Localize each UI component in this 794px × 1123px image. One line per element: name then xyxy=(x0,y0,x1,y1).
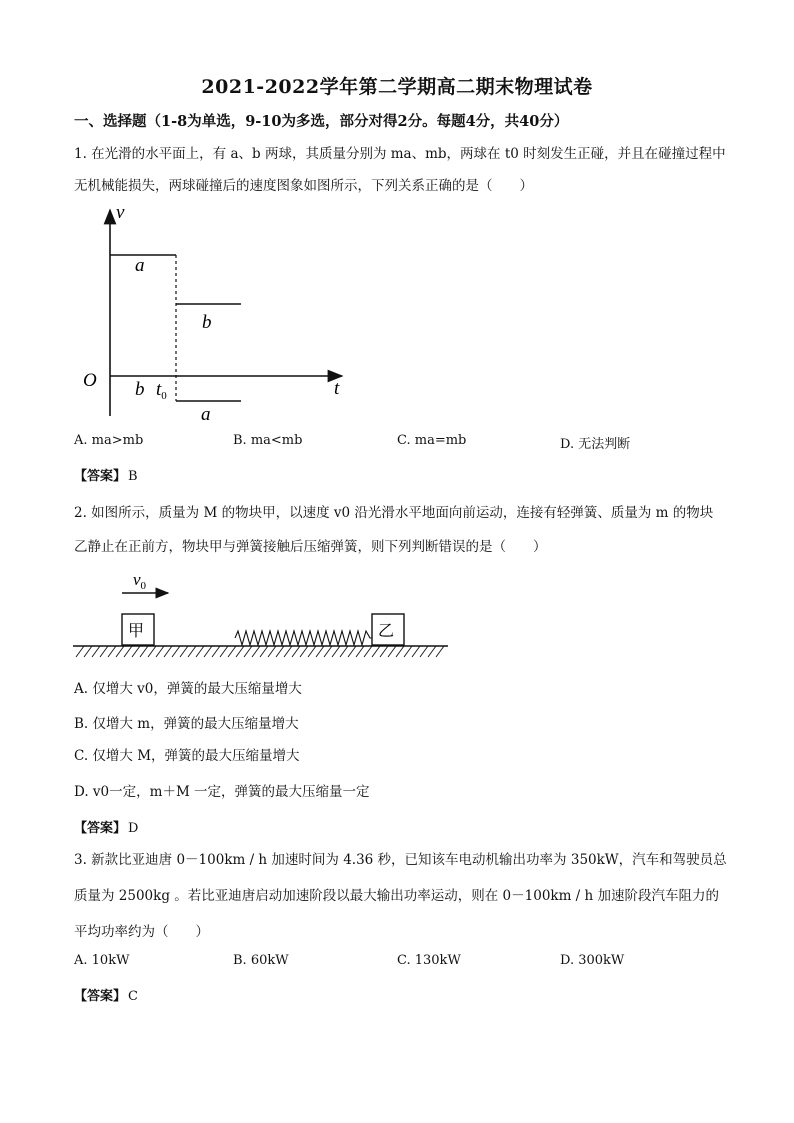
b-before-label: b xyxy=(135,379,145,400)
q1-option-c[interactable]: C. ma=mb xyxy=(397,433,467,448)
block-jia-label: 甲 xyxy=(128,623,145,640)
ground-hatching xyxy=(76,646,444,657)
answer-tag: 【答案】 xyxy=(74,469,127,484)
b-after-label: b xyxy=(202,312,212,333)
q3-stem-line3: 平均功率约为（ ） xyxy=(74,924,209,940)
origin-label: O xyxy=(83,370,97,391)
q1-option-d[interactable]: D. 无法判断 xyxy=(560,437,631,452)
q2-stem-line1: 2. 如图所示，质量为 M 的物块甲，以速度 v0 沿光滑水平地面向前运动，连接有轻弹簧、质量为 m 的物块 xyxy=(74,505,714,521)
q2-stem-line2: 乙静止在正前方，物块甲与弹簧接触后压缩弹簧，则下列判断错误的是（ ） xyxy=(74,539,547,555)
v-axis-label: v xyxy=(116,202,125,223)
q1-stem-line1: 1. 在光滑的水平面上，有 a、b 两球，其质量分别为 ma、mb，两球在 t0 时刻发生正碰，并且在碰撞过程中 xyxy=(74,146,726,162)
section-heading: 一、选择题（1-8为单选，9-10为多选，部分对得2分。每题4分，共40分） xyxy=(74,113,569,130)
answer-tag: 【答案】 xyxy=(74,821,127,836)
t-axis-label: t xyxy=(334,378,340,399)
q2-option-d[interactable]: D. v0一定，m＋M 一定，弹簧的最大压缩量一定 xyxy=(74,784,370,800)
velocity-label: $v_0$ xyxy=(133,570,147,592)
q3-option-d[interactable]: D. 300kW xyxy=(560,953,625,968)
q2-answer-value: D xyxy=(128,821,139,836)
a-after-label: a xyxy=(201,404,211,425)
paper-title: 2021-2022学年第二学期高二期末物理试卷 xyxy=(201,76,593,98)
q1-answer xyxy=(74,465,138,484)
q3-option-a[interactable]: A. 10kW xyxy=(74,953,130,968)
q2-option-a[interactable]: A. 仅增大 v0，弹簧的最大压缩量增大 xyxy=(74,681,302,697)
q1-stem-line2: 无机械能损失，两球碰撞后的速度图象如图所示，下列关系正确的是（ ） xyxy=(74,178,533,194)
q1-option-b[interactable]: B. ma<mb xyxy=(233,433,303,448)
q3-stem-line1: 3. 新款比亚迪唐 0－100km / h 加速时间为 4.36 秒，已知该车电动机输出功率为 350kW，汽车和驾驶员总 xyxy=(74,852,727,868)
block-yi-label: 乙 xyxy=(378,623,395,640)
q2-option-b[interactable]: B. 仅增大 m，弹簧的最大压缩量增大 xyxy=(74,716,299,732)
q1-option-a[interactable]: A. ma>mb xyxy=(74,433,144,448)
q3-option-b[interactable]: B. 60kW xyxy=(233,953,289,968)
q2-option-c[interactable]: C. 仅增大 M，弹簧的最大压缩量增大 xyxy=(74,748,300,764)
a-before-label: a xyxy=(135,255,145,276)
t0-label: $t_0$ xyxy=(156,379,167,402)
q1-velocity-time-graph xyxy=(70,196,360,428)
q3-answer-value: C xyxy=(128,989,138,1004)
spring xyxy=(235,631,372,645)
q3-option-c[interactable]: C. 130kW xyxy=(397,953,461,968)
q2-spring-blocks-diagram xyxy=(70,568,452,660)
q3-answer xyxy=(74,985,138,1004)
q1-answer-value: B xyxy=(128,469,138,484)
q2-answer xyxy=(74,817,138,836)
q3-stem-line2: 质量为 2500kg 。若比亚迪唐启动加速阶段以最大输出功率运动，则在 0－100km / h 加速阶段汽车阻力的 xyxy=(74,888,720,904)
answer-tag: 【答案】 xyxy=(74,989,127,1004)
